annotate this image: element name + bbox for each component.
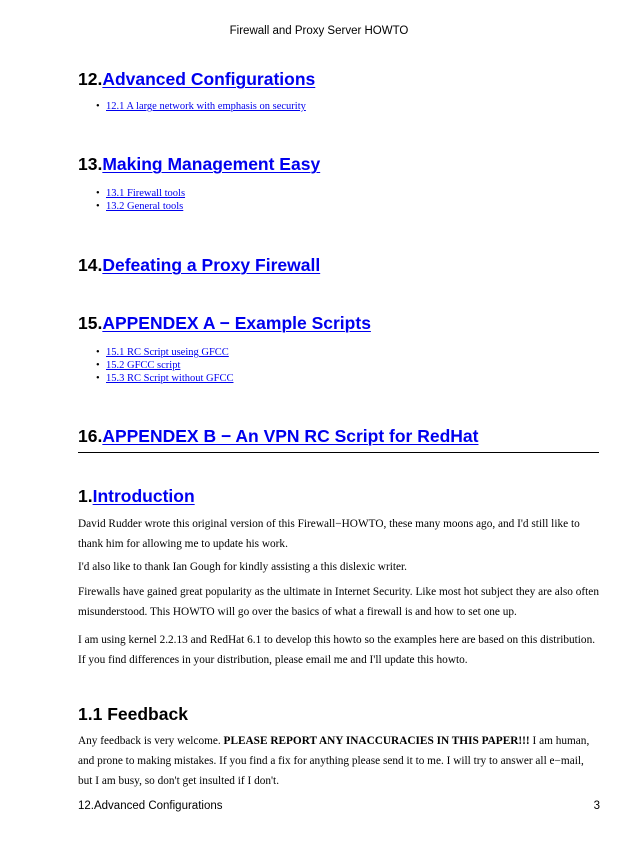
list-item: • 15.2 GFCC script (96, 360, 181, 371)
list-item: • 15.1 RC Script useing GFCC (96, 347, 229, 358)
intro-paragraph-2: I'd also like to thank Ian Gough for kindly assisting a this dislexic writer. (78, 561, 407, 573)
toc-link-appendex-a[interactable]: APPENDEX A − Example Scripts (102, 313, 371, 333)
toc-link-advanced-configurations[interactable]: Advanced Configurations (102, 69, 316, 89)
toc-heading-15: 15.APPENDEX A − Example Scripts (78, 313, 371, 333)
list-item: • 13.1 Firewall tools (96, 188, 186, 199)
toc-link-15-3[interactable]: 15.3 RC Script without GFCC (106, 373, 234, 384)
toc-heading-16: 16.APPENDEX B − An VPN RC Script for RedHat (78, 426, 479, 446)
toc-list-12 (96, 100, 306, 113)
list-item: • 13.2 General tools (96, 201, 184, 212)
toc-link-appendex-b[interactable]: APPENDEX B − An VPN RC Script for RedHat (102, 426, 479, 446)
section-heading-introduction: 1.Introduction (78, 486, 195, 506)
introduction-link[interactable]: Introduction (92, 486, 195, 506)
section-heading-feedback: 1.1 Feedback (78, 704, 188, 724)
toc-link-12-1[interactable]: 12.1 A large network with emphasis on security (106, 101, 306, 112)
toc-link-15-2[interactable]: 15.2 GFCC script (106, 360, 181, 371)
toc-link-13-1[interactable]: 13.1 Firewall tools (106, 188, 186, 199)
list-item: • 12.1 A large network with emphasis on security (96, 101, 306, 112)
footer-section-title: 12.Advanced Configurations (78, 800, 223, 812)
footer-page-number: 3 (593, 800, 600, 812)
intro-paragraph-1: David Rudder wrote this original version of this Firewall−HOWTO, these many moons ago, and I'd still like to thank him for allowing me to update his work. (78, 518, 580, 550)
toc-heading-13: 13.Making Management Easy (78, 154, 321, 174)
section-divider (78, 452, 599, 453)
toc-link-making-management-easy[interactable]: Making Management Easy (102, 154, 321, 174)
running-header: Firewall and Proxy Server HOWTO (229, 25, 409, 37)
intro-paragraph-3: Firewalls have gained great popularity as the ultimate in Internet Security. Like most hot subject they are also often misunderstood. This HOWTO will go over the basics of what a firewall is and how to set one up. (78, 586, 599, 618)
list-item: • 15.3 RC Script without GFCC (96, 373, 234, 384)
toc-heading-14: 14.Defeating a Proxy Firewall (78, 255, 321, 275)
feedback-paragraph: Any feedback is very welcome. PLEASE REPORT ANY INACCURACIES IN THIS PAPER!!! I am human, and prone to making mistakes. If you find a fix for anything please send it to me. I will try to answer all e−mail, but I am busy, so don't get insulted if I don't. (78, 735, 590, 787)
feedback-emphasis: PLEASE REPORT ANY INACCURACIES IN THIS PAPER!!! (223, 735, 530, 747)
toc-list-15 (96, 346, 233, 385)
toc-list-13 (96, 187, 185, 213)
toc-link-15-1[interactable]: 15.1 RC Script useing GFCC (106, 347, 229, 358)
toc-link-13-2[interactable]: 13.2 General tools (106, 201, 184, 212)
intro-paragraph-4: I am using kernel 2.2.13 and RedHat 6.1 to develop this howto so the examples here are based on this distribution. If you find differences in your distribution, please email me and I'll update this howto. (78, 634, 596, 666)
toc-heading-12: 12.Advanced Configurations (78, 69, 316, 89)
toc-link-defeating-proxy-firewall[interactable]: Defeating a Proxy Firewall (102, 255, 321, 275)
